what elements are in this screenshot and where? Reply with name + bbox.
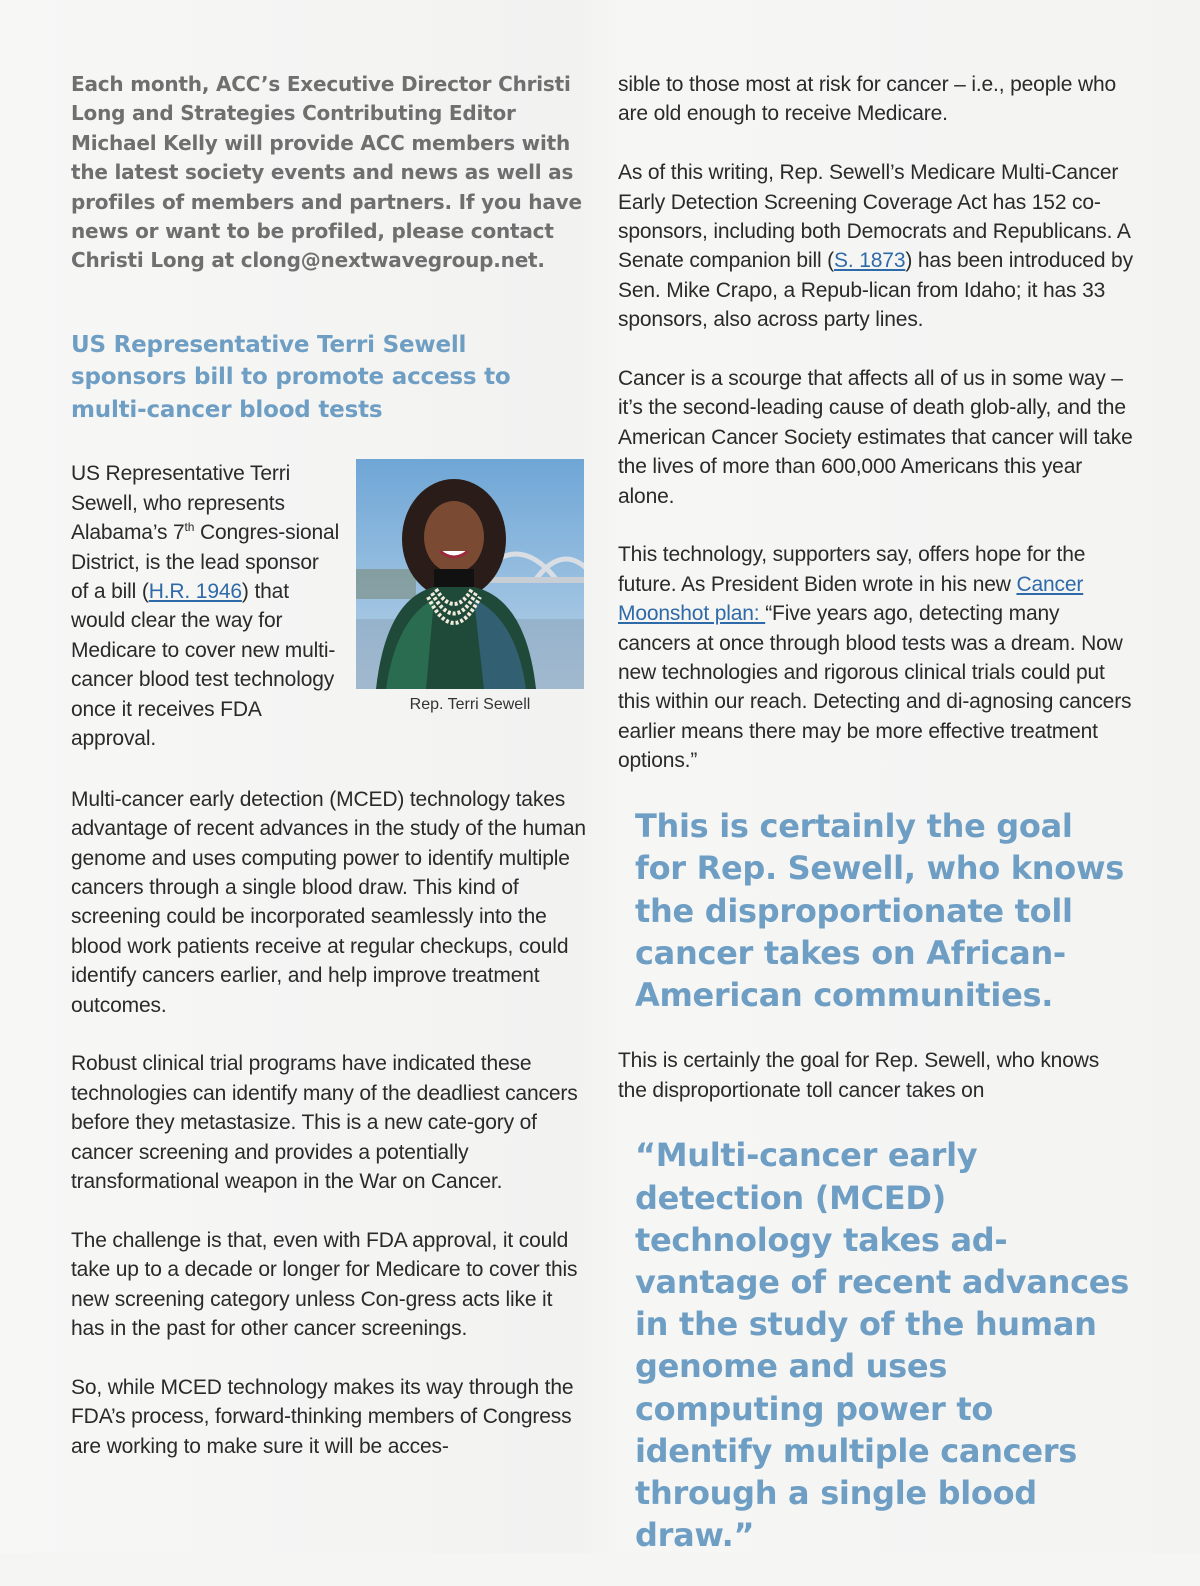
left-paragraph: So, while MCED technology makes its way through the FDA’s process, forward-thinking members of Congress are working to make sure it will be acces- — [71, 1375, 574, 1458]
bio-block — [71, 459, 586, 755]
portrait-figure — [356, 459, 584, 714]
right-paragraph — [618, 158, 1133, 334]
right-column — [618, 70, 1133, 1586]
moonshot-text-after: “Five years ago, detecting many cancers at once through blood tests was a dream. Now new technologies and rigorous clinical trials could put this within our reach. Detecting and di-agnosing cancers earlier means there may be more effective treatment options.” — [618, 602, 1132, 773]
senate-text-after: ) has been introduced by Sen. Mike Crapo, a Repub-lican from Idaho; it has 33 sponsors, also across party lines. — [618, 249, 1133, 332]
article-headline: US Representative Terri Sewell sponsors bill to promote access to multi-cancer blood tests — [71, 331, 511, 423]
s-1873-link[interactable]: S. 1873 — [834, 249, 906, 273]
photo-caption: Rep. Terri Sewell — [409, 696, 531, 714]
bio-text-part1: US Representative Terri Sewell, who represents Alabama’s 7 — [71, 462, 291, 545]
left-column — [71, 70, 586, 1490]
right-paragraph — [618, 540, 1133, 775]
left-paragraph: Robust clinical trial programs have indicated these technologies can identify many of the deadliest cancers before they metastasize. This is a new cate-gory of cancer screening and provides a potentially transformational weapon in the War on Cancer. — [71, 1052, 578, 1193]
left-paragraph: The challenge is that, even with FDA approval, it could take up to a decade or longer for Medicare to cover this new screening category unless Con-gress acts like it has in the past for other cancer screenings. — [71, 1228, 578, 1341]
bio-text-part3: ) that would clear the way for Medicare to cover new multi-cancer blood test technology once it receives FDA approval. — [71, 579, 336, 750]
right-paragraph: This is certainly the goal for Rep. Sewell, who knows the disproportionate toll cancer takes on — [618, 1049, 1100, 1102]
bio-paragraph — [71, 459, 341, 753]
hr-1946-link[interactable]: H.R. 1946 — [148, 579, 242, 603]
cancer-moonshot-link[interactable]: Cancer Moonshot plan: — [618, 572, 1084, 626]
right-paragraph: Cancer is a scourge that affects all of us in some way – it’s the second-leading cause of death glob-ally, and the American Cancer Society estimates that cancer will take the lives of more than 600,000 Americans this year alone. — [618, 367, 1133, 508]
portrait-photo — [356, 459, 584, 689]
senate-text-before: As of this writing, Rep. Sewell’s Medicare Multi-Cancer Early Detection Screening Coverage Act has 152 co-sponsors, including both Democrats and Republicans. A Senate companion bill ( — [618, 161, 1130, 273]
bio-text — [71, 459, 341, 753]
left-paragraph: Multi-cancer early detection (MCED) technology takes advantage of recent advances in the study of the human genome and uses computing power to identify multiple cancers through a single blood draw. This kind of screening could be incorporated seamlessly into the blood work patients receive at regular checkups, could identify cancers earlier, and help improve treatment outcomes. — [71, 787, 586, 1017]
moonshot-text-before: This technology, supporters say, offers hope for the future. As President Biden wrote in his new — [618, 543, 1086, 596]
intro-text: Each month, ACC’s Executive Director Christi Long and Strategies Contributing Editor Michael Kelly will provide ACC members with the latest society events and news as well as profiles of members and partners. If you have news or want to be profiled, please contact Christi Long at clong@nextwavegroup.net. — [71, 72, 582, 273]
pull-quote: “Multi-cancer early detection (MCED) technology takes ad-vantage of recent advances in the study of the human genome and uses computing power to identify multiple cancers through a single blood draw.” — [635, 1136, 1129, 1555]
pull-quote: This is certainly the goal for Rep. Sewell, who knows the disproportionate toll cancer takes on African-American communities. — [635, 807, 1124, 1014]
right-paragraph: sible to those most at risk for cancer – i.e., people who are old enough to receive Medicare. — [618, 73, 1117, 126]
bio-text-part2: Congres-sional District, is the lead sponsor of a bill ( — [71, 521, 340, 603]
ordinal-suffix: th — [184, 520, 195, 535]
